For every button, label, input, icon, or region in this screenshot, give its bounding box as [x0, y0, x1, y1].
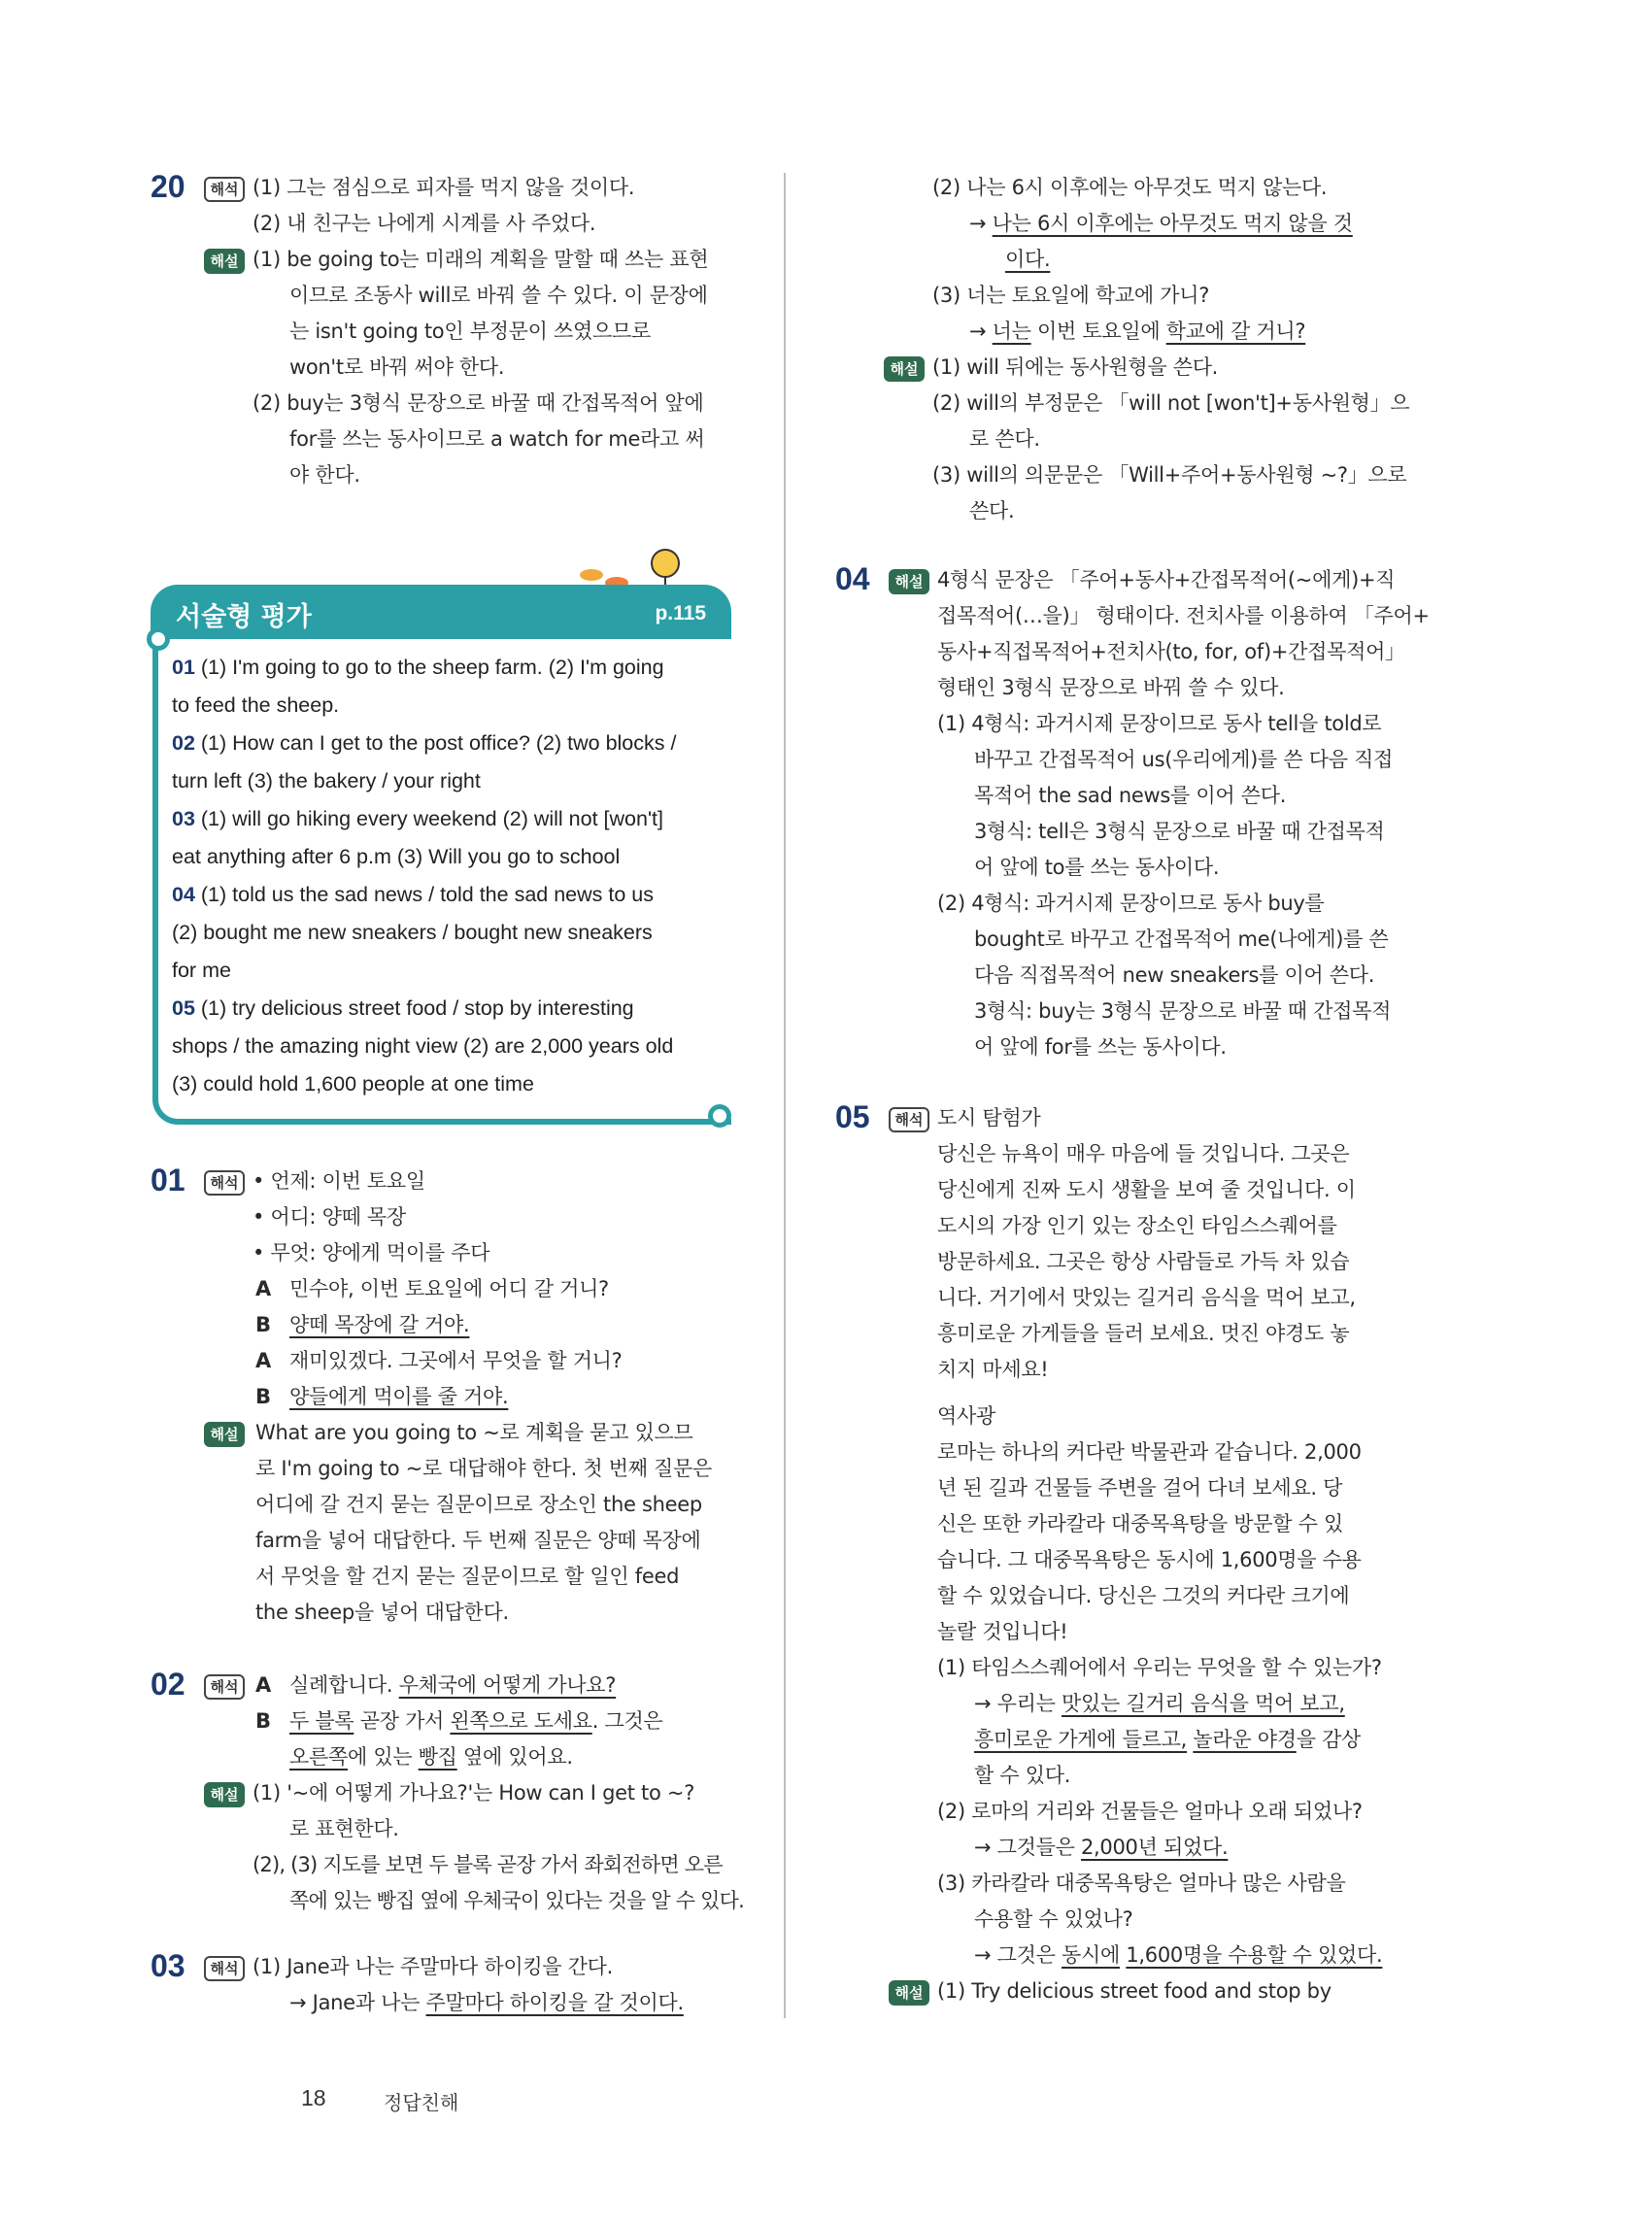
summary-item-number: 01	[172, 656, 195, 679]
answer-underlined: 놀라운 야경	[1193, 1728, 1297, 1751]
explanation-badge: 해설	[204, 249, 245, 274]
text-line: (1) will 뒤에는 동사원형을 쓴다.	[932, 355, 1219, 379]
answer-underlined: 흥미로운 가게에 들르고,	[974, 1728, 1187, 1751]
text-part: →	[969, 212, 993, 235]
summary-item-number: 03	[172, 807, 195, 830]
text-part: 실례합니다.	[289, 1673, 399, 1697]
summary-item-text: (1) I'm going to go to the sheep farm. (2) I'm going	[194, 656, 664, 679]
summary-line	[172, 762, 481, 800]
summary-line	[172, 838, 620, 876]
answer-underlined: 너는	[992, 320, 1031, 343]
summary-line	[172, 1028, 673, 1065]
summary-line	[172, 800, 663, 838]
summary-item-text: shops / the amazing night view (2) are 2,000 years old	[172, 1034, 674, 1058]
answer-underlined: 양들에게 먹이를 줄 거야.	[289, 1385, 509, 1408]
answer-underlined: 동시에	[1062, 1943, 1120, 1967]
page-number: 18	[301, 2085, 326, 2110]
answer-underlined: 2,000년 되었다.	[1081, 1836, 1229, 1859]
translation-badge: 해석	[204, 1674, 245, 1700]
text-part: 을 감상	[1296, 1728, 1362, 1751]
text-line: the sheep을 넣어 대답한다.	[255, 1601, 509, 1624]
summary-item-text: turn left (3) the bakery / your right	[172, 769, 481, 793]
summary-page-ref: p.115	[655, 602, 706, 624]
text-line: 야 한다.	[289, 463, 360, 487]
frame-dot	[708, 1104, 731, 1128]
speaker-label: A	[255, 1673, 271, 1697]
text-line: (1) be going to는 미래의 계획을 말할 때 쓰는 표현	[253, 248, 709, 271]
summary-line	[172, 990, 634, 1028]
text-line: 당신에게 진짜 도시 생활을 보여 줄 것입니다. 이	[937, 1178, 1356, 1201]
text-line	[974, 1686, 1345, 1722]
text-line	[974, 1938, 1382, 1973]
speaker-label: A	[255, 1277, 271, 1300]
summary-box	[151, 585, 733, 1129]
translation-badge: 해석	[204, 177, 245, 202]
answer-underlined: 나는 6시 이후에는 아무것도 먹지 않을 것	[992, 212, 1353, 235]
text-line: 할 수 있다.	[974, 1764, 1071, 1787]
text-line: 방문하세요. 그곳은 항상 사람들로 가득 차 있습	[937, 1250, 1350, 1273]
text-part: . 그것은	[591, 1709, 663, 1733]
explanation-badge: 해설	[889, 1980, 929, 2006]
text-line	[289, 1703, 662, 1739]
summary-item-text: (1) How can I get to the post office? (2) two blocks /	[194, 731, 677, 755]
question-number: 03	[151, 1948, 185, 1983]
answer-underlined: 우체국에 어떻게 가나요?	[398, 1673, 617, 1697]
summary-line	[172, 687, 339, 725]
text-part: 이번 토요일에	[1030, 320, 1166, 343]
question-number: 05	[835, 1099, 870, 1134]
text-line: 재미있겠다. 그곳에서 무엇을 할 거니?	[289, 1349, 623, 1372]
text-line: (2) 나는 6시 이후에는 아무것도 먹지 않는다.	[932, 176, 1328, 199]
text-line: (2), (3) 지도를 보면 두 블록 곧장 가서 좌회전하면 오른	[253, 1853, 723, 1876]
answer-underlined: 빵집	[418, 1745, 457, 1769]
answer-underlined: 두 블록	[289, 1709, 354, 1733]
summary-item-text: (1) told us the sad news / told the sad news to us	[194, 883, 654, 906]
text-line: 3형식: buy는 3형식 문장으로 바꿀 때 간접목적	[974, 999, 1392, 1023]
text-line: (1) 그는 점심으로 피자를 먹지 않을 것이다.	[253, 176, 635, 199]
text-line: 민수야, 이번 토요일에 어디 갈 거니?	[289, 1277, 609, 1300]
summary-line	[172, 952, 231, 990]
summary-header	[151, 585, 731, 639]
section-heading: 도시 탐험가	[937, 1106, 1041, 1130]
footer-label: 정답친해	[384, 2091, 459, 2114]
speaker-label: B	[255, 1313, 271, 1336]
text-line: • 무엇: 양에게 먹이를 주다	[253, 1241, 490, 1265]
summary-item-text: (1) try delicious street food / stop by interesting	[194, 996, 634, 1020]
speaker-label: B	[255, 1385, 271, 1408]
text-line: 쪽에 있는 빵집 옆에 우체국이 있다는 것을 알 수 있다.	[289, 1889, 744, 1912]
text-part: → 우리는	[974, 1692, 1062, 1715]
text-line: (1) '~에 어떻게 가나요?'는 How can I get to ~?	[253, 1781, 695, 1804]
summary-item-text: (3) could hold 1,600 people at one time	[172, 1072, 534, 1096]
text-line: 할 수 있었습니다. 당신은 그것의 커다란 크기에	[937, 1584, 1350, 1607]
text-line: 형태인 3형식 문장으로 바꿔 쓸 수 있다.	[937, 676, 1285, 699]
text-line	[969, 314, 1305, 350]
summary-item-number: 02	[172, 731, 195, 755]
summary-line	[172, 725, 676, 762]
text-line: 치지 마세요!	[937, 1358, 1049, 1381]
summary-line	[172, 914, 653, 952]
question-number: 02	[151, 1667, 185, 1702]
text-line: 어 앞에 for를 쓰는 동사이다.	[974, 1035, 1227, 1059]
summary-title: 서술형 평가	[176, 602, 312, 632]
summary-item-text: to feed the sheep.	[172, 693, 340, 717]
text-line: (2) 4형식: 과거시제 문장이므로 동사 buy를	[937, 892, 1325, 915]
text-line: (3) 너는 토요일에 학교에 가니?	[932, 284, 1210, 307]
text-line: 니다. 거기에서 맛있는 길거리 음식을 먹어 보고,	[937, 1286, 1356, 1309]
text-part: → 그것은	[974, 1943, 1062, 1967]
text-line: 서 무엇을 할 건지 묻는 질문이므로 할 일인 feed	[255, 1565, 680, 1588]
text-line: 로 I'm going to ~로 대답해야 한다. 첫 번째 질문은	[255, 1457, 713, 1480]
text-line: 신은 또한 카라칼라 대중목욕탕을 방문할 수 있	[937, 1512, 1343, 1535]
text-line: 로마는 하나의 커다란 박물관과 같습니다. 2,000	[937, 1440, 1362, 1464]
answer-underlined: 왼쪽으로 도세요	[450, 1709, 592, 1733]
text-part: → 그것들은	[974, 1836, 1081, 1859]
text-line: bought로 바꾸고 간접목적어 me(나에게)를 쓴	[974, 928, 1389, 951]
text-line: for를 쓰는 동사이므로 a watch for me라고 써	[289, 427, 705, 451]
text-line: (2) will의 부정문은 「will not [won't]+동사원형」으	[932, 391, 1410, 415]
text-line	[974, 1830, 1228, 1866]
answer-underlined: 학교에 갈 거니?	[1165, 320, 1306, 343]
text-line	[969, 206, 1353, 242]
text-line: 어 앞에 to를 쓰는 동사이다.	[974, 856, 1220, 879]
text-line: (3) will의 의문문은 「Will+주어+동사원형 ~?」으로	[932, 463, 1407, 487]
summary-line	[172, 876, 654, 914]
text-line: 접목적어(…을)」 형태이다. 전치사를 이용하여 「주어+	[937, 604, 1430, 627]
text-line	[289, 1739, 573, 1775]
answer-underlined: 양떼 목장에 갈 거야.	[289, 1313, 470, 1336]
section-heading: 역사광	[937, 1404, 995, 1428]
text-line: 쓴다.	[969, 499, 1015, 523]
text-line: 이므로 조동사 will로 바꿔 쓸 수 있다. 이 문장에	[289, 284, 708, 307]
text-line	[974, 1722, 1361, 1758]
text-line: farm을 넣어 대답한다. 두 번째 질문은 양떼 목장에	[255, 1529, 701, 1552]
text-line: (1) Jane과 나는 주말마다 하이킹을 간다.	[253, 1955, 614, 1978]
text-line	[289, 1985, 684, 2021]
summary-item-text: (1) will go hiking every weekend (2) will not [won't]	[194, 807, 664, 830]
summary-item-text: (2) bought me new sneakers / bought new sneakers	[172, 921, 653, 944]
text-line: 흥미로운 가게들을 들러 보세요. 멋진 야경도 놓	[937, 1322, 1350, 1345]
text-part: 에 있는	[347, 1745, 419, 1769]
text-line: 도시의 가장 인기 있는 장소인 타임스스퀘어를	[937, 1214, 1337, 1237]
text-line: 어디에 갈 건지 묻는 질문이므로 장소인 the sheep	[255, 1493, 702, 1516]
text-line: 동사+직접목적어+전치사(to, for, of)+간접목적어」	[937, 640, 1405, 663]
answer-underlined: 맛있는 길거리 음식을 먹어 보고,	[1062, 1692, 1345, 1715]
explanation-badge: 해설	[889, 569, 929, 594]
answer-underlined: 오른쪽	[289, 1745, 348, 1769]
summary-line	[172, 649, 664, 687]
text-line: What are you going to ~로 계획을 묻고 있으므	[255, 1421, 693, 1444]
summary-line	[172, 1065, 534, 1103]
summary-item-text: eat anything after 6 p.m (3) Will you go to school	[172, 845, 621, 868]
frame-dot	[147, 627, 170, 651]
text-line: (2) 내 친구는 나에게 시계를 사 주었다.	[253, 212, 596, 235]
summary-item-number: 04	[172, 883, 195, 906]
text-line: (1) 타임스스퀘어에서 우리는 무엇을 할 수 있는가?	[937, 1656, 1382, 1679]
text-line: 다음 직접목적어 new sneakers를 이어 쓴다.	[974, 963, 1375, 987]
speaker-label: A	[255, 1349, 271, 1372]
speaker-label: B	[255, 1709, 271, 1733]
explanation-badge: 해설	[204, 1782, 245, 1807]
text-part: → Jane과 나는	[289, 1991, 426, 2014]
summary-item-text: for me	[172, 959, 231, 982]
text-line	[289, 1668, 616, 1703]
explanation-badge: 해설	[884, 356, 925, 382]
column-divider	[784, 173, 786, 2018]
text-line: (1) Try delicious street food and stop by	[937, 1979, 1332, 2003]
text-line: 3형식: tell은 3형식 문장으로 바꿀 때 간접목적	[974, 820, 1385, 843]
text-line: (1) 4형식: 과거시제 문장이므로 동사 tell을 told로	[937, 712, 1382, 735]
answer-underlined: 이다.	[1005, 248, 1051, 271]
text-line: 는 isn't going to인 부정문이 쓰였으므로	[289, 320, 651, 343]
text-line: (2) buy는 3형식 문장으로 바꿀 때 간접목적어 앞에	[253, 391, 704, 415]
text-line: 수용할 수 있었나?	[974, 1907, 1133, 1931]
text-line: 습니다. 그 대중목욕탕은 동시에 1,600명을 수용	[937, 1548, 1362, 1571]
question-number: 20	[151, 169, 185, 204]
summary-item-number: 05	[172, 996, 195, 1020]
text-line: 년 된 길과 건물들 주변을 걸어 다녀 보세요. 당	[937, 1476, 1343, 1500]
answer-underlined: 주말마다 하이킹을 갈 것이다.	[425, 1991, 684, 2014]
question-number: 04	[835, 561, 870, 596]
text-line: 놀랄 것입니다!	[937, 1620, 1068, 1643]
text-line: 로 표현한다.	[289, 1817, 399, 1840]
question-number: 01	[151, 1163, 185, 1197]
text-line: 바꾸고 간접목적어 us(우리에게)를 쓴 다음 직접	[974, 748, 1394, 771]
translation-badge: 해석	[204, 1956, 245, 1981]
text-line: 4형식 문장은 「주어+동사+간접목적어(~에게)+직	[937, 568, 1396, 591]
answer-underlined: 1,600명을 수용할 수 있었다.	[1126, 1943, 1383, 1967]
text-line: 목적어 the sad news를 이어 쓴다.	[974, 784, 1287, 807]
text-line: 당신은 뉴욕이 매우 마음에 들 것입니다. 그곳은	[937, 1142, 1350, 1165]
text-part: 곧장 가서	[354, 1709, 451, 1733]
text-line: 로 쓴다.	[969, 427, 1040, 451]
explanation-badge: 해설	[204, 1422, 245, 1447]
text-part: →	[969, 320, 993, 343]
text-line: • 어디: 양떼 목장	[253, 1205, 406, 1229]
text-line: • 언제: 이번 토요일	[253, 1169, 425, 1193]
translation-badge: 해석	[204, 1170, 245, 1196]
text-line: won't로 바꿔 써야 한다.	[289, 355, 505, 379]
text-line: (3) 카라칼라 대중목욕탕은 얼마나 많은 사람을	[937, 1872, 1346, 1895]
text-line: (2) 로마의 거리와 건물들은 얼마나 오래 되었나?	[937, 1800, 1363, 1823]
translation-badge: 해석	[889, 1107, 929, 1132]
text-part: 옆에 있어요.	[456, 1745, 573, 1769]
